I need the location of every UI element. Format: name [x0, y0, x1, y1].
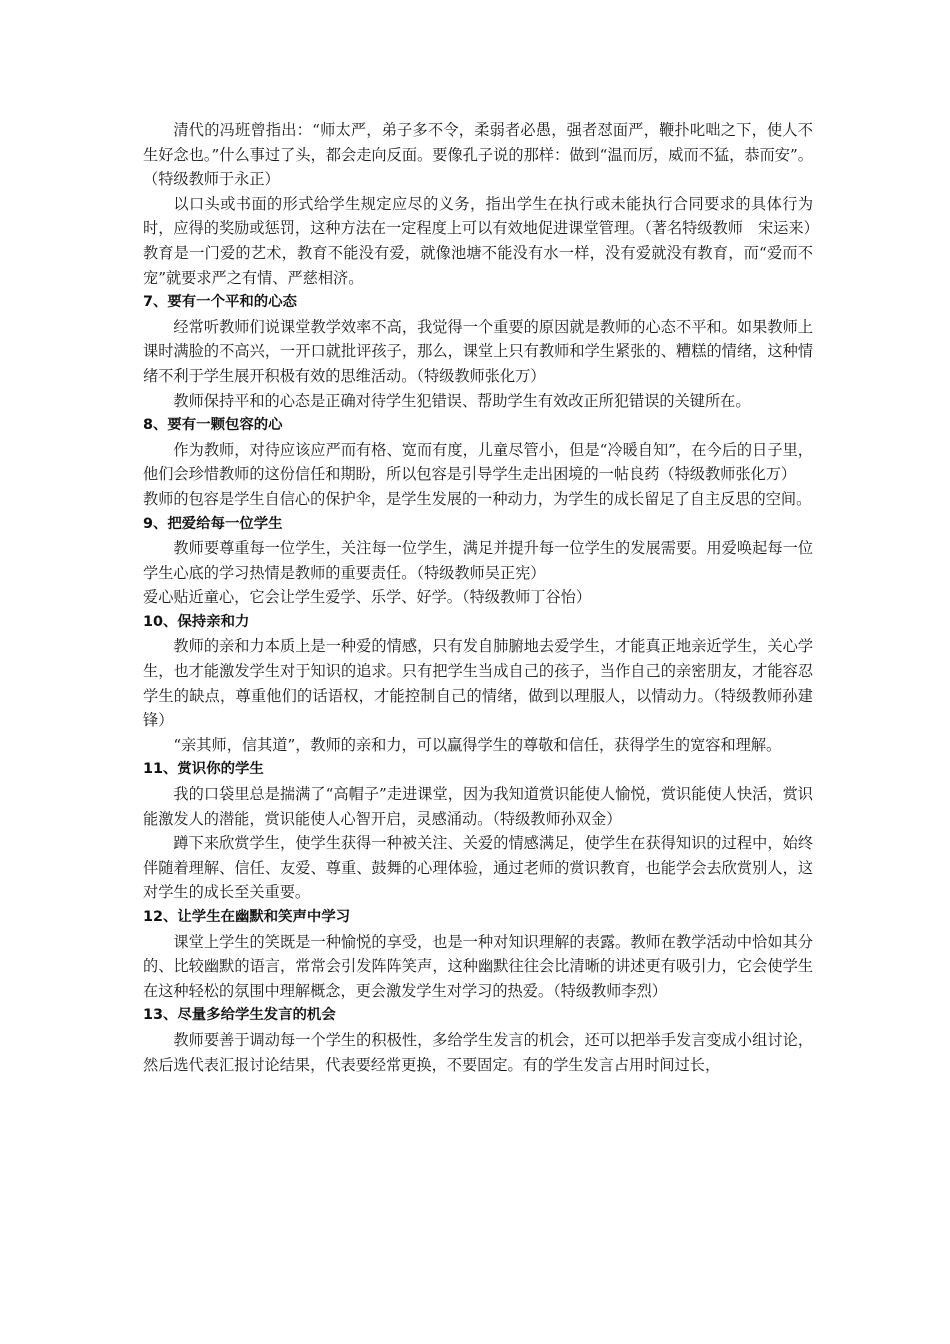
paragraph: 教育是一门爱的艺术，教育不能没有爱，就像池塘不能没有水一样，没有爱就没有教育，而“爱而不宠”就要求严之有情、严慈相济。: [143, 243, 813, 287]
section-heading: 10、保持亲和力: [143, 613, 250, 630]
section-heading: 9、把爱给每一位学生: [143, 515, 283, 532]
section-heading: 13、尽量多给学生发言的机会: [143, 1007, 336, 1024]
paragraph: 教师的亲和力本质上是一种爱的情感，只有发自肺腑地去爱学生，才能真正地亲近学生，关心学生，也才能激发学生对于知识的追求。只有把学生当成自己的孩子，当作自己的亲密朋友，才能容忍学生的缺点，尊重他们的话语权，才能控制自己的情绪，做到以理服人，以情动力。（特级教师孙建锋）: [143, 637, 813, 730]
paragraph: 教师保持平和的心态是正确对待学生犯错误、帮助学生有效改正所犯错误的关键所在。: [173, 391, 751, 410]
paragraph: 课堂上学生的笑既是一种愉悦的享受，也是一种对知识理解的表露。教师在教学活动中恰如其分的、比较幽默的语言，常常会引发阵阵笑声，这种幽默往往会比清晰的讲述更有吸引力，它会使学生在这种轻松的氛围中理解概念，更会激发学生对学习的热爱。（特级教师李烈）: [143, 932, 813, 1000]
section-heading: 7、要有一个平和的心态: [143, 294, 297, 311]
paragraph: 以口头或书面的形式给学生规定应尽的义务，指出学生在执行或未能执行合同要求的具体行为时，应得的奖励或惩罚，这种方法在一定程度上可以有效地促进课堂管理。（著名特级教师 宋运来）: [143, 194, 819, 238]
paragraph: 清代的冯班曾指出：“师太严，弟子多不令，柔弱者必愚，强者怼面严，鞭扑叱咄之下，使人不生好念也。”什么事过了头，都会走向反面。要像孔子说的那样：做到“温而厉，威而不猛，恭而安”。（特级教师于永正）: [143, 121, 813, 189]
paragraph: “亲其师，信其道”，教师的亲和力，可以赢得学生的尊敬和信任，获得学生的宽容和理解。: [173, 735, 782, 754]
paragraph: 蹲下来欣赏学生，使学生获得一种被关注、关爱的情感满足，使学生在获得知识的过程中，始终伴随着理解、信任、友爱、尊重、鼓舞的心理体验，通过老师的赏识教育，也能学会去欣赏别人，这对学生的成长至关重要。: [143, 834, 813, 902]
paragraph: 教师要尊重每一位学生，关注每一位学生，满足并提升每一位学生的发展需要。用爱唤起每一位学生心底的学习热情是教师的重要责任。（特级教师吴正宪）: [143, 539, 813, 582]
paragraph: 爱心贴近童心，它会让学生爱学、乐学、好学。（特级教师丁谷怡）: [143, 588, 592, 607]
paragraph: 教师的包容是学生自信心的保护伞，是学生发展的一种动力，为学生的成长留足了自主反思的空间。: [143, 489, 812, 508]
section-heading: 12、让学生在幽默和笑声中学习: [143, 909, 351, 925]
paragraph: 经常听教师们说课堂教学效率不高，我觉得一个重要的原因就是教师的心态不平和。如果教师上课时满脸的不高兴，一开口就批评孩子，那么，课堂上只有教师和学生紧张的、糟糕的情绪，这种情绪不利于学生展开积极有效的思维活动。（特级教师张化万）: [143, 317, 813, 385]
paragraph: 教师要善于调动每一个学生的积极性，多给学生发言的机会，还可以把举手发言变成小组讨论，然后选代表汇报讨论结果，代表要经常更换，不要固定。有的学生发言占用时间过长，: [143, 1030, 813, 1074]
section-heading: 11、赏识你的学生: [143, 761, 264, 778]
paragraph: 我的口袋里总是揣满了“高帽子”走进课堂，因为我知道赏识能使人愉悦，赏识能使人快活，赏识能激发人的潜能，赏识能使人心智开启，灵感涌动。（特级教师孙双金）: [143, 785, 813, 828]
document-body: [143, 118, 819, 1077]
section-heading: 8、要有一颗包容的心: [143, 417, 283, 434]
paragraph: 作为教师，对待应该应严而有格、宽而有度，儿童尽管小，但是“冷暖自知”，在今后的日子里，他们会珍惜教师的这份信任和期盼，所以包容是引导学生走出困境的一帖良药（特级教师张化万）: [143, 440, 813, 484]
